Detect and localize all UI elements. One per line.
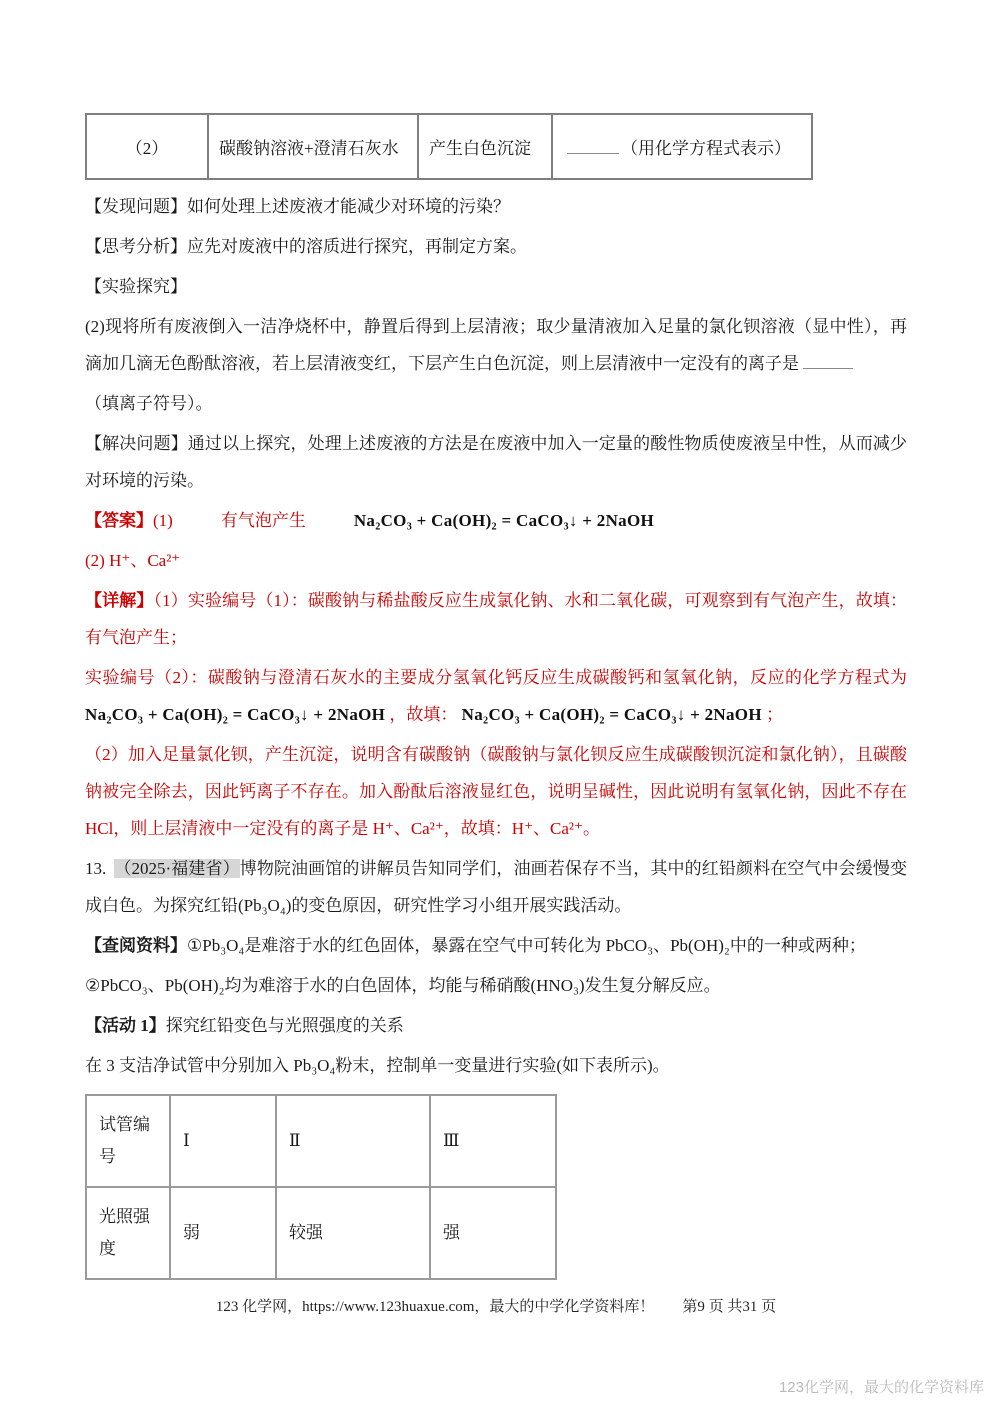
reference-paragraph2: ②PbCO₃、Pb(OH)₂均为难溶于水的白色固体，均能与稀硝酸(HNO₃)发生复分解反应。: [85, 976, 721, 995]
think-analysis-paragraph: 【思考分析】应先对废液中的溶质进行探究，再制定方案。: [85, 237, 527, 256]
light-stronger-cell: 较强: [276, 1187, 430, 1279]
answer-label: 【答案】: [85, 511, 153, 530]
experiment-explore-heading: 【实验探究】: [85, 277, 187, 296]
fill-blank: [803, 351, 853, 369]
footer-site-link[interactable]: 123 化学网，https://www.123huaxue.com，最大的中学化学资料库！: [215, 1299, 655, 1315]
detail-label: 【详解】: [85, 591, 154, 610]
tube-number-header: 试管编号: [86, 1095, 170, 1187]
detail-part2-end: ；: [761, 705, 784, 724]
operation-cell: 碳酸钠溶液+澄清石灰水: [208, 114, 418, 179]
experiment-number-cell: （2）: [86, 114, 208, 179]
light-intensity-header: 光照强度: [86, 1187, 170, 1279]
conclusion-cell: [552, 114, 812, 179]
table-row-light-intensity: [86, 1187, 556, 1279]
chemical-equation: Na₂CO₃ + Ca(OH)₂ = CaCO₃↓ + 2NaOH: [461, 705, 762, 724]
question-number: 13.: [85, 859, 107, 878]
light-intensity-table: [85, 1094, 557, 1280]
chemical-equation: Na₂CO₃ + Ca(OH)₂ = CaCO₃↓ + 2NaOH: [85, 705, 386, 724]
step2-suffix: （填离子符号）。: [85, 394, 213, 413]
fill-blank: [567, 136, 619, 154]
phenomenon-cell: 产生白色沉淀: [418, 114, 552, 179]
question-13-paragraph: [85, 850, 907, 924]
activity1-heading: [85, 1007, 907, 1044]
watermark: 123化学网，最大的化学资料库: [778, 1379, 984, 1396]
solve-problem-paragraph: 【解决问题】通过以上探究，处理上述废液的方法是在废液中加入一定量的酸性物质使废液呈中性，从而减少对环境的污染。: [85, 434, 907, 490]
question-intro: 博物院油画馆的讲解员告知同学们，油画若保存不当，其中的红铅颜料在空气中会缓慢变成白色。为探究红铅(Pb₃O₄)的变色原因，研究性学习小组开展实践活动。: [85, 859, 907, 915]
answer-item1-text: 有气泡产生: [220, 511, 306, 530]
tube-1-cell: Ⅰ: [170, 1095, 276, 1187]
question-source-tag: （2025·福建省）: [114, 859, 240, 878]
detail-part3-paragraph: （2）加入足量氯化钡，产生沉淀，说明含有碳酸钠（碳酸钠与氯化钡反应生成碳酸钡沉淀和氯化钠），且碳酸钠被完全除去，因此钙离子不存在。加入酚酞后溶液显红色，说明呈碱性，因此说明有氢氧化钠，因此不存在 HCl，则上层清液中一定没有的离子是 H⁺、Ca²⁺，故填：H⁺、Ca²⁺。: [85, 745, 907, 838]
activity1-label: 【活动 1】: [85, 1016, 166, 1035]
conclusion-note: （用化学方程式表示）: [621, 139, 791, 158]
detail-part2-mid: ，故填：: [385, 705, 462, 724]
answer-item1: (1): [153, 511, 173, 530]
table-row-tube-number: [86, 1095, 556, 1187]
table-row: [86, 114, 812, 179]
step2-text: (2)现将所有废液倒入一洁净烧杯中，静置后得到上层清液；取少量清液加入足量的氯化钡溶液（显中性），再滴加几滴无色酚酞溶液，若上层清液变红，下层产生白色沉淀，则上层清液中一定没有的离子是: [85, 317, 907, 373]
answer-line: [85, 502, 907, 539]
reference-paragraph1: [85, 927, 907, 964]
reference-label: 【查阅资料】: [85, 936, 187, 955]
reference-item1: ①Pb₃O₄是难溶于水的红色固体，暴露在空气中可转化为 PbCO₃、Pb(OH)₂中的一种或两种；: [187, 936, 866, 955]
answer-item2: (2) H⁺、Ca²⁺: [85, 551, 181, 570]
activity1-title: 探究红铅变色与光照强度的关系: [165, 1016, 404, 1035]
observation-record-table: [85, 113, 813, 180]
detail-part2-pre: 实验编号（2）：碳酸钠与澄清石灰水的主要成分氢氧化钙反应生成碳酸钙和氢氧化钠，反应的化学方程式为: [85, 668, 907, 687]
detail-part1-text: （1）实验编号（1）：碳酸钠与稀盐酸反应生成氯化钠、水和二氧化碳，可观察到有气泡产生，故填：有气泡产生；: [85, 591, 908, 647]
chemical-equation: Na₂CO₃ + Ca(OH)₂ = CaCO₃↓ + 2NaOH: [353, 511, 654, 530]
detail-part1-paragraph: [85, 582, 907, 656]
light-weak-cell: 弱: [170, 1187, 276, 1279]
discover-problem-paragraph: 【发现问题】如何处理上述废液才能减少对环境的污染？: [85, 197, 510, 216]
tube-3-cell: Ⅲ: [430, 1095, 556, 1187]
footer-page-info: 第9 页 共31 页: [682, 1299, 777, 1315]
page-footer: [0, 1295, 992, 1316]
light-strong-cell: 强: [430, 1187, 556, 1279]
detail-part2-paragraph: [85, 659, 907, 733]
tube-2-cell: Ⅱ: [276, 1095, 430, 1187]
experiment-step2-paragraph: [85, 308, 907, 382]
activity1-intro: 在 3 支洁净试管中分别加入 Pb₃O₄粉末，控制单一变量进行实验(如下表所示)。: [85, 1056, 670, 1075]
